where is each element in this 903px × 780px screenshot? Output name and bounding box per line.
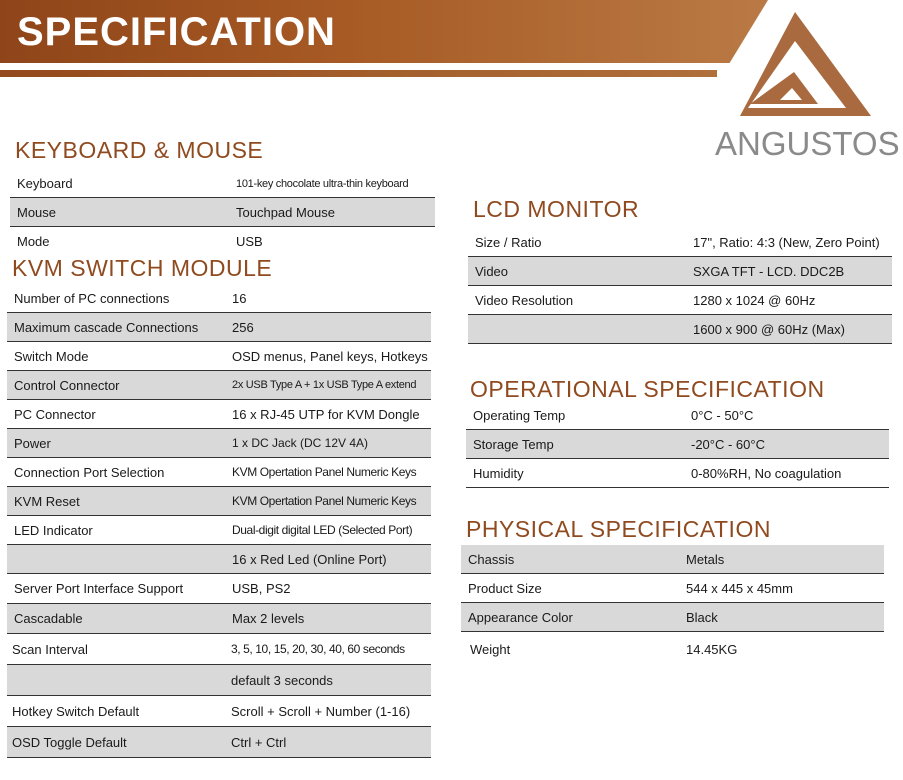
keyboard-mouse-table xyxy=(10,170,435,255)
spec-label: Keyboard xyxy=(17,176,73,191)
spec-value: 544 x 445 x 45mm xyxy=(686,580,793,596)
physical-spec-title: PHYSICAL SPECIFICATION xyxy=(466,516,771,542)
spec-label: Product Size xyxy=(468,580,542,596)
lcd-monitor-table xyxy=(468,228,892,344)
table-row xyxy=(466,402,889,430)
table-row xyxy=(466,430,889,459)
table-row xyxy=(7,284,431,313)
spec-value: 14.45KG xyxy=(686,641,738,657)
table-row xyxy=(461,545,884,574)
spec-value: USB, PS2 xyxy=(232,581,291,596)
physical-spec-table xyxy=(461,545,884,666)
spec-label: Server Port Interface Support xyxy=(14,581,184,596)
spec-value: Touchpad Mouse xyxy=(236,204,336,220)
spec-value: 3, 5, 10, 15, 20, 30, 40, 60 seconds xyxy=(231,642,405,656)
table-row xyxy=(468,286,892,315)
table-row xyxy=(7,429,431,458)
spec-value: 1600 x 900 @ 60Hz (Max) xyxy=(693,321,845,337)
keyboard-mouse-title: KEYBOARD & MOUSE xyxy=(15,137,264,163)
spec-label: Video xyxy=(475,263,509,279)
table-row xyxy=(7,400,431,429)
table-row xyxy=(7,516,431,545)
spec-value: 16 x RJ-45 UTP for KVM Dongle xyxy=(232,406,420,422)
spec-value: 0-80%RH, No coagulation xyxy=(691,465,842,481)
spec-label: Weight xyxy=(470,641,511,657)
spec-label: Mode xyxy=(17,233,50,249)
spec-label: KVM Reset xyxy=(14,493,80,509)
spec-label: Hotkey Switch Default xyxy=(12,703,140,719)
spec-label: LED Indicator xyxy=(14,522,93,538)
spec-value: KVM Opertation Panel Numeric Keys xyxy=(232,465,417,479)
table-row xyxy=(7,604,431,634)
spec-value: 1280 x 1024 @ 60Hz xyxy=(693,292,816,308)
table-row xyxy=(7,458,431,487)
spec-value: Black xyxy=(686,609,718,625)
spec-label: Humidity xyxy=(473,465,524,481)
spec-value: Scroll + Scroll + Number (1-16) xyxy=(231,703,411,719)
lcd-monitor-title: LCD MONITOR xyxy=(473,196,640,222)
spec-label: Storage Temp xyxy=(473,436,554,452)
brand-logo xyxy=(715,8,900,168)
table-row xyxy=(7,727,431,758)
spec-value: Max 2 levels xyxy=(232,611,305,626)
table-row xyxy=(10,227,435,255)
spec-label: Cascadable xyxy=(14,611,83,626)
spec-value: 1 x DC Jack (DC 12V 4A) xyxy=(232,436,369,450)
spec-value: -20°C - 60°C xyxy=(691,436,765,452)
spec-value: default 3 seconds xyxy=(231,672,333,688)
kvm-switch-title: KVM SWITCH MODULE xyxy=(12,255,273,281)
table-row xyxy=(468,228,892,257)
spec-label: Connection Port Selection xyxy=(14,464,165,480)
table-row xyxy=(7,545,431,574)
table-row xyxy=(7,665,431,696)
spec-value: 2x USB Type A + 1x USB Type A extend xyxy=(232,379,417,391)
spec-label: Scan Interval xyxy=(12,641,88,657)
spec-label: Switch Mode xyxy=(14,348,89,364)
table-row xyxy=(461,574,884,603)
table-row xyxy=(7,696,431,727)
spec-label: Size / Ratio xyxy=(475,234,542,250)
spec-value: 0°C - 50°C xyxy=(691,408,754,423)
spec-value: OSD menus, Panel keys, Hotkeys xyxy=(232,348,428,364)
spec-value: 256 xyxy=(232,319,254,335)
spec-label: Power xyxy=(14,435,51,451)
table-row xyxy=(10,198,435,227)
spec-label: Appearance Color xyxy=(468,609,573,625)
operational-spec-table xyxy=(466,402,889,488)
table-row xyxy=(7,487,431,516)
spec-label: Maximum cascade Connections xyxy=(14,319,199,335)
table-row xyxy=(466,459,889,488)
spec-value: 17", Ratio: 4:3 (New, Zero Point) xyxy=(693,234,880,250)
kvm-switch-table xyxy=(7,284,431,758)
spec-value: KVM Opertation Panel Numeric Keys xyxy=(232,494,417,508)
table-row xyxy=(461,632,884,666)
table-row xyxy=(7,313,431,342)
table-row xyxy=(461,603,884,632)
spec-value: USB xyxy=(236,233,263,249)
spec-label: PC Connector xyxy=(14,406,96,422)
spec-value: 16 xyxy=(232,290,247,306)
spec-value: SXGA TFT - LCD. DDC2B xyxy=(693,263,845,279)
page-title: SPECIFICATION xyxy=(17,10,336,54)
table-row xyxy=(7,634,431,665)
table-row xyxy=(7,342,431,371)
brand-name: ANGUSTOS xyxy=(715,125,900,162)
operational-spec-title: OPERATIONAL SPECIFICATION xyxy=(470,376,825,402)
table-row xyxy=(10,170,435,198)
spec-label: Operating Temp xyxy=(473,408,566,423)
angustos-triangle-logo-icon xyxy=(730,8,875,120)
table-row xyxy=(468,257,892,286)
table-row xyxy=(7,371,431,400)
table-row xyxy=(468,315,892,344)
spec-value: 16 x Red Led (Online Port) xyxy=(232,551,387,567)
spec-label: Number of PC connections xyxy=(14,290,170,306)
spec-label: Control Connector xyxy=(14,377,120,393)
spec-value: Dual-digit digital LED (Selected Port) xyxy=(232,523,413,537)
spec-label: Mouse xyxy=(17,204,57,220)
spec-value: Ctrl + Ctrl xyxy=(231,734,287,750)
spec-label: OSD Toggle Default xyxy=(12,734,127,750)
header-stripe xyxy=(0,70,717,77)
spec-label: Video Resolution xyxy=(475,292,574,308)
table-row xyxy=(7,574,431,604)
spec-value: 101-key chocolate ultra-thin keyboard xyxy=(236,177,409,190)
spec-value: Metals xyxy=(686,551,725,567)
spec-label: Chassis xyxy=(468,551,515,567)
